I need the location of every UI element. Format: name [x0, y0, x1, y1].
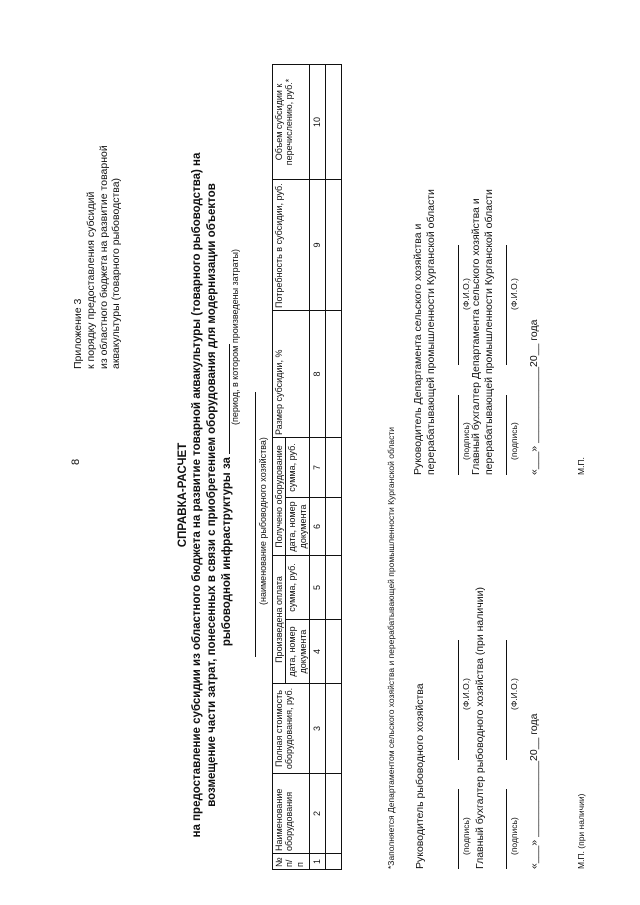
appendix-line: к порядку предоставления субсидий: [84, 191, 97, 369]
period-caption: (период, в котором произведены затраты): [230, 248, 240, 425]
empty-cell: [326, 497, 342, 555]
empty-cell: [326, 684, 342, 774]
document-subtitle-text: рыбоводной инфраструктуры за: [221, 457, 234, 647]
farm-accountant-title: Главный бухгалтер рыбоводного хозяйства (при наличии): [474, 587, 486, 869]
footnote: *Заполняется Департаментом сельского хозяйства и перерабатывающей промышленности Курганской области: [386, 426, 396, 869]
signature-line: [506, 395, 507, 475]
empty-row: [326, 64, 342, 869]
header-received-group: Получено оборудование: [273, 437, 286, 555]
fio-caption: (Ф.И.О.): [509, 678, 519, 710]
column-number: 8: [310, 310, 326, 437]
empty-cell: [326, 437, 342, 497]
subheader-payment-doc: дата, номер документа: [286, 620, 310, 684]
column-number: 3: [310, 684, 326, 774]
farm-name-line: [255, 392, 256, 657]
column-number: 5: [310, 555, 326, 619]
column-number: 4: [310, 620, 326, 684]
farm-head-title: Руководитель рыбоводного хозяйства: [414, 683, 426, 869]
document-title: СПРАВКА-РАСЧЕТ: [177, 442, 189, 548]
signature-line: [458, 395, 459, 475]
page-number: 8: [70, 458, 82, 465]
stamp-label: М.П. (при наличии): [576, 793, 586, 869]
header-equipment-name: Наименование оборудования: [273, 774, 310, 854]
fio-line: [506, 640, 507, 760]
document-subtitle-line: на предоставление субсидии из областного бюджета на развитие товарной аквакультуры (товарного рыбоводства) на: [191, 152, 204, 838]
signature-caption: (подпись): [461, 422, 471, 460]
appendix-line: из областного бюджета на развитие товарной: [97, 145, 110, 369]
header-subsidy-rate: Размер субсидии, %: [273, 310, 310, 437]
column-number: 2: [310, 774, 326, 854]
signature-caption: (подпись): [509, 817, 519, 855]
header-payment-group: Произведена оплата: [273, 555, 286, 683]
fio-caption: (Ф.И.О.): [461, 678, 471, 710]
empty-cell: [326, 620, 342, 684]
dept-head-title: Руководитель Департамента сельского хозяйства и перерабатывающей промышленности Курганской области: [412, 189, 437, 475]
dept-accountant-title: Главный бухгалтер Департамента сельского хозяйства и перерабатывающей промышленности Курганской области: [470, 189, 495, 475]
fio-line: [506, 245, 507, 365]
date-line: «___» _____________20__ года: [528, 713, 540, 869]
farm-name-caption: (наименование рыбоводного хозяйства): [258, 437, 268, 605]
column-number: 10: [310, 64, 326, 179]
header-subsidy-transfer: Объем субсидии к перечислению, руб.*: [273, 64, 310, 179]
subheader-received-doc: дата, номер документа: [286, 497, 310, 555]
fio-line: [458, 245, 459, 365]
column-number: 1: [310, 854, 326, 870]
fio-caption: (Ф.И.О.): [461, 278, 471, 310]
column-number: 9: [310, 179, 326, 310]
empty-cell: [326, 179, 342, 310]
appendix-block: [72, 49, 123, 369]
period-fill-line: [219, 344, 230, 454]
column-number-row: [310, 64, 326, 869]
stamp-label: М.П.: [576, 457, 586, 475]
signature-caption: (подпись): [509, 422, 519, 460]
empty-cell: [326, 310, 342, 437]
appendix-line: аквакультуры (товарного рыбоводства): [110, 177, 123, 369]
signature-line: [506, 789, 507, 869]
subheader-received-sum: сумма, руб.: [286, 437, 310, 497]
empty-cell: [326, 774, 342, 854]
appendix-title: Приложение 3: [72, 298, 84, 369]
column-number: 6: [310, 497, 326, 555]
empty-cell: [326, 854, 342, 870]
subheader-payment-sum: сумма, руб.: [286, 555, 310, 619]
document-subtitle-line-last: [219, 125, 234, 865]
fio-line: [458, 640, 459, 760]
document-subtitle-line: возмещение части затрат, понесенных в связи с приобретением оборудования для модернизации объектов: [205, 183, 218, 807]
date-line: «___» _____________20__ года: [528, 319, 540, 475]
document-title-block: [176, 125, 235, 865]
signature-line: [458, 789, 459, 869]
fio-caption: (Ф.И.О.): [509, 278, 519, 310]
header-no: № п/п: [273, 854, 310, 870]
column-number: 7: [310, 437, 326, 497]
signature-caption: (подпись): [461, 817, 471, 855]
table-header-row: [273, 64, 286, 869]
header-full-cost: Полная стоимость оборудования, руб.: [273, 684, 310, 774]
empty-cell: [326, 64, 342, 179]
empty-cell: [326, 555, 342, 619]
calculation-table: [272, 64, 342, 870]
header-subsidy-need: Потребность в субсидии, руб.: [273, 179, 310, 310]
